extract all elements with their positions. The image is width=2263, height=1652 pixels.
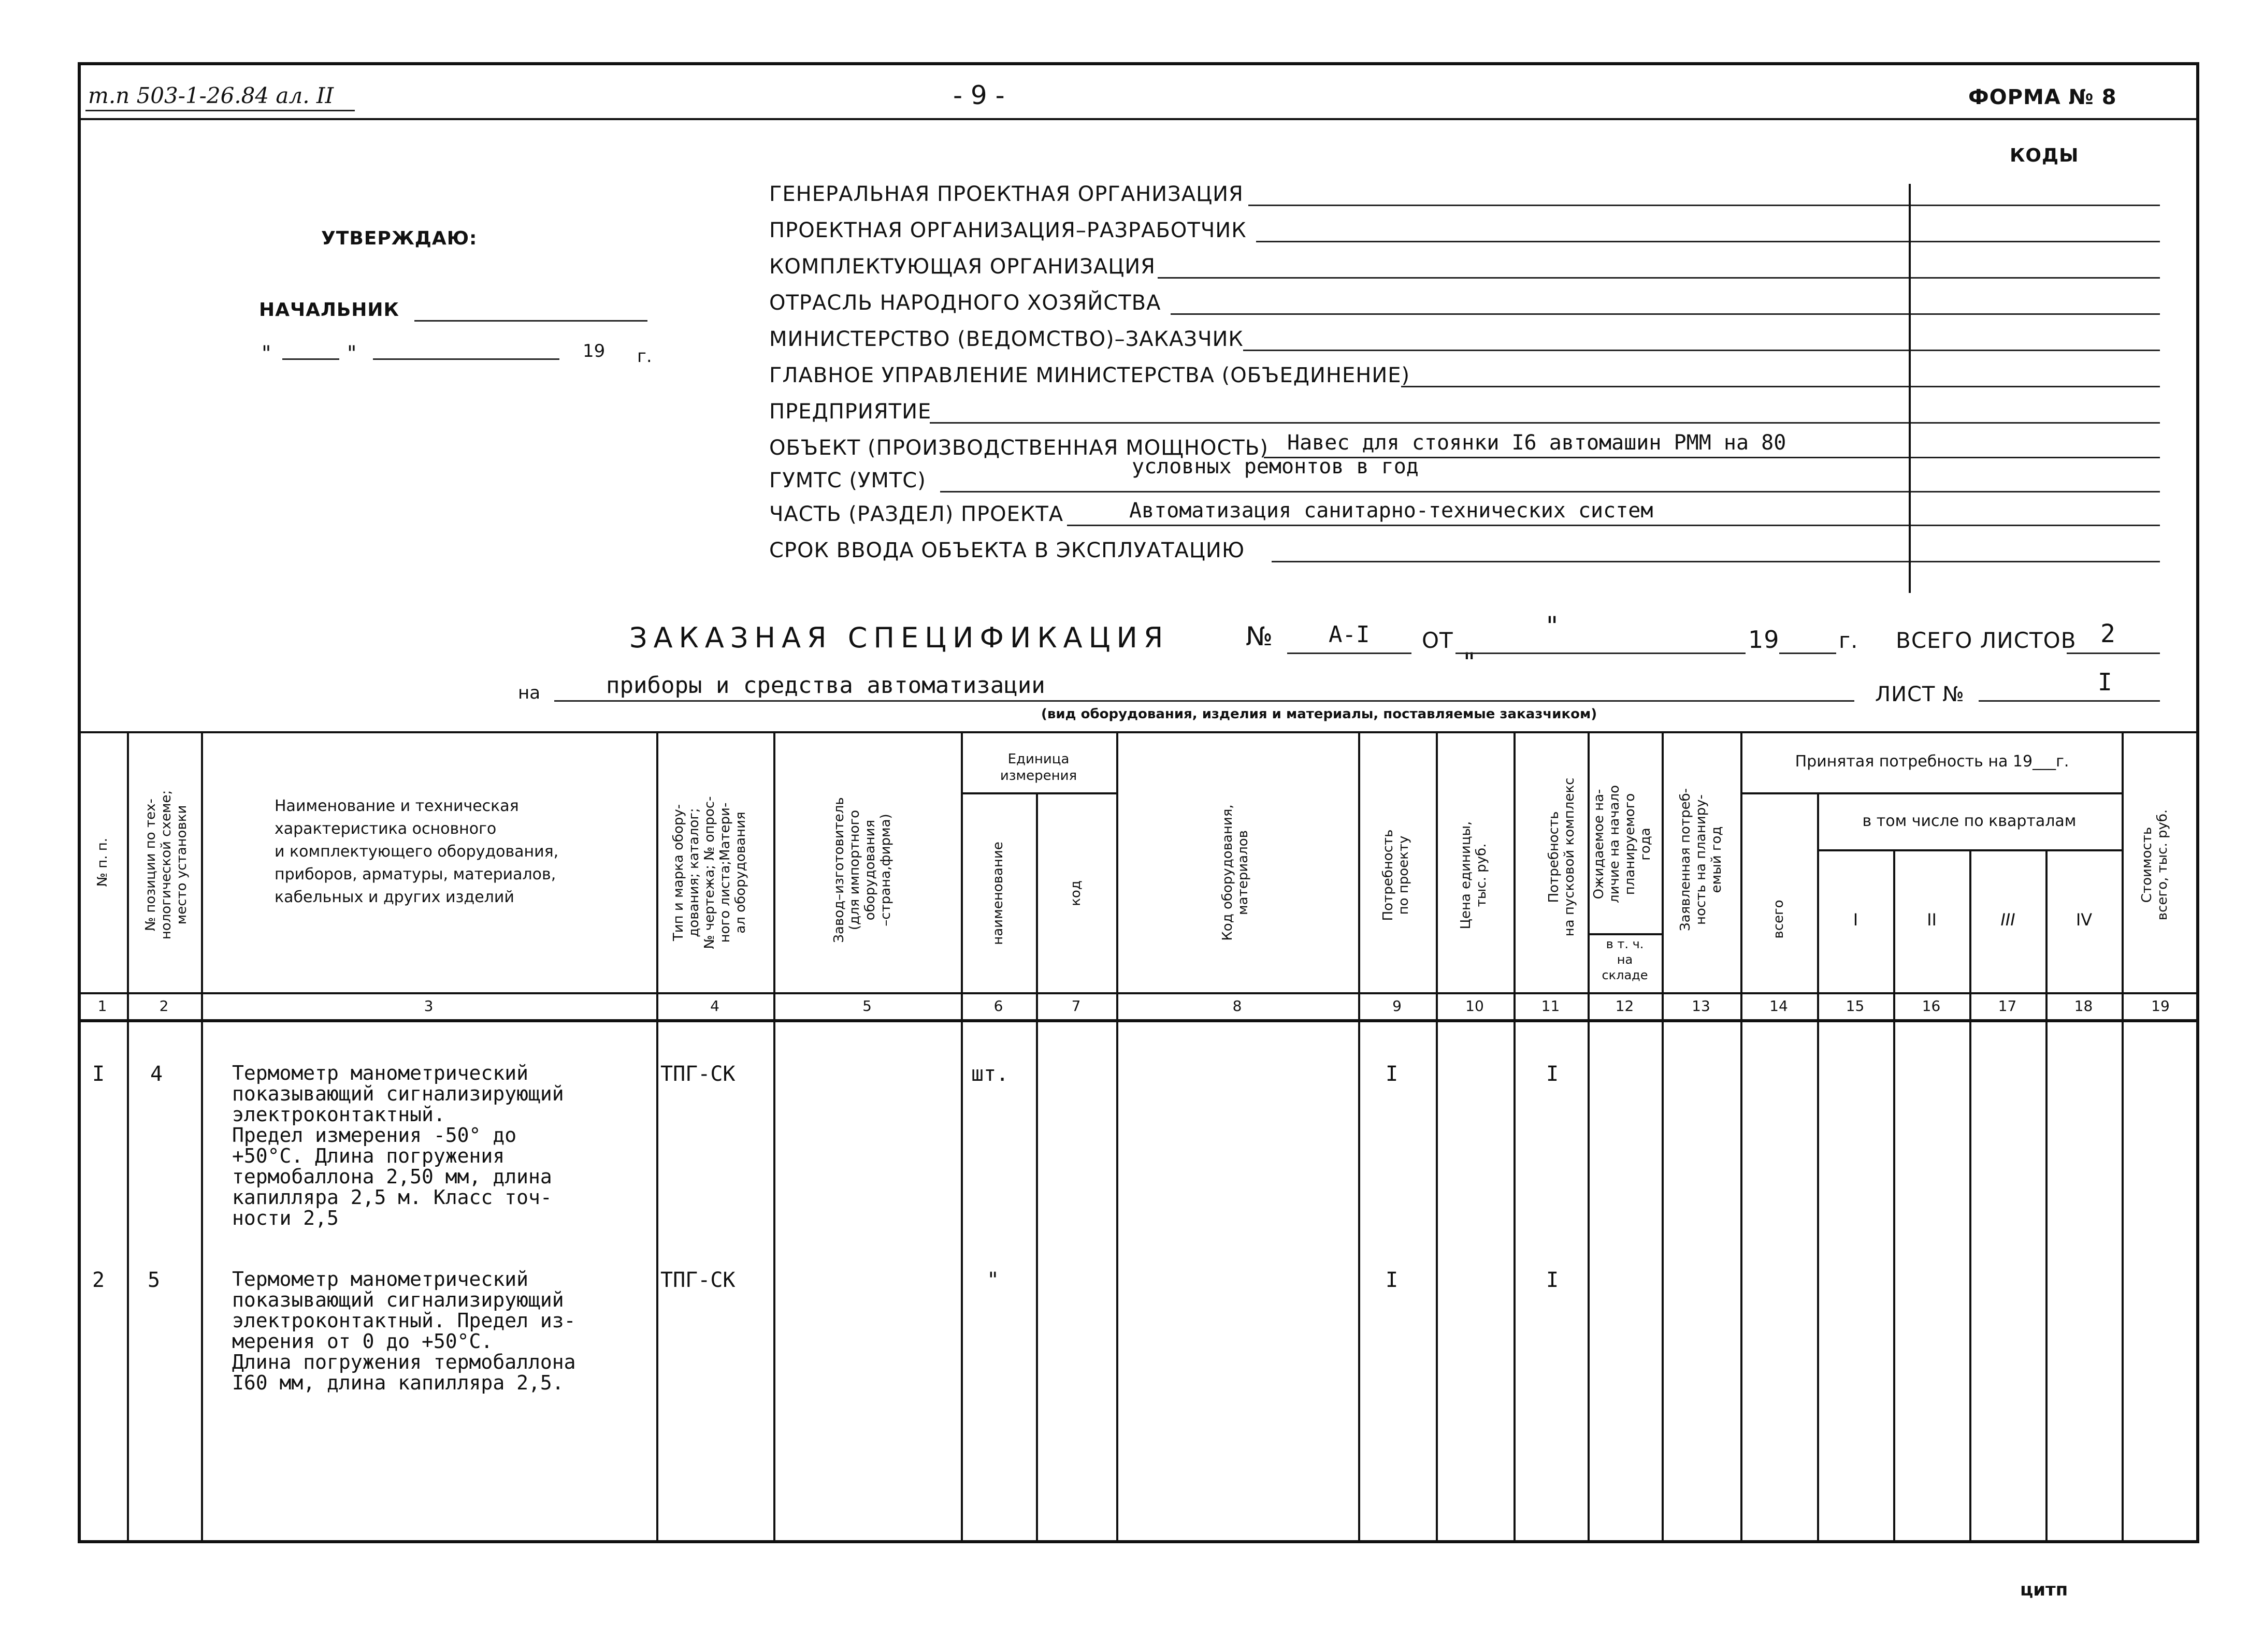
col-line-13 [1740, 731, 1742, 1543]
header-in-stock: в т. ч. на складе [1602, 937, 1648, 982]
header-manufacturer: Завод–изготовитель (для импортного оборудования –страна,фирма) [831, 797, 893, 943]
gumts-line [940, 491, 2160, 492]
spec-subnote: (вид оборудования, изделия и материалы, поставляемые заказчиком) [1041, 706, 1597, 722]
gumts-label: ГУМТС (УМТС) [769, 469, 926, 492]
row-name: Термометр манометрический показывающий сигнализирующий электроконтактный. Предел измерения -50° до +50°С. Длина погружения термобаллона 2,50 мм, длина капилляра 2,5 м. Класс точ- ности 2,5 [232, 1062, 564, 1229]
design-org-line [1256, 241, 2160, 242]
row-need-launch: I [1546, 1268, 1559, 1292]
total-sheets-label: ВСЕГО ЛИСТОВ [1896, 628, 2077, 653]
object-value: Навес для стоянки I6 автомашин РММ на 80 [1287, 431, 1786, 455]
form-number: ФОРМА № 8 [1968, 85, 2117, 109]
commission-date-line [1272, 561, 2160, 562]
colnum-bottom-border [78, 1019, 2199, 1022]
row-position: 5 [148, 1268, 161, 1292]
colnum-top-border [78, 992, 2199, 994]
object-label: ОБЪЕКТ (ПРОИЗВОДСТВЕННАЯ МОЩНОСТЬ) [769, 436, 1269, 460]
approve-label: УТВЕРЖДАЮ: [321, 228, 478, 249]
col-line-7 [1116, 731, 1118, 1543]
header-declared-need: Заявленная потреб- ность на планиру- емый год [1678, 788, 1724, 931]
general-org-line [1248, 205, 2160, 206]
economy-branch-line [1171, 313, 2160, 315]
spec-year-prefix: 19 [1748, 626, 1780, 654]
header-unit-price: Цена единицы, тыс. руб. [1458, 821, 1489, 930]
spec-on-label: на [518, 683, 541, 703]
spec-year-line [1779, 653, 1836, 654]
header-type: Тип и марка обору- дования; каталог; № чертежа; № опрос- ного листа;Матери- ал оборудования [671, 796, 748, 949]
general-org-label: ГЕНЕРАЛЬНАЯ ПРОЕКТНАЯ ОРГАНИЗАЦИЯ [769, 182, 1244, 206]
date-quote-close: " [347, 342, 357, 366]
colnum-8: 8 [1232, 997, 1242, 1015]
colnum-4: 4 [710, 997, 719, 1015]
ministry-line [1243, 350, 2160, 351]
date-month-line [373, 358, 559, 360]
col-line-1 [127, 731, 129, 1543]
gumts-value: условных ремонтов в год [1132, 455, 1419, 479]
chief-label: НАЧАЛЬНИК [259, 299, 399, 321]
spec-number-line [1287, 653, 1411, 654]
spec-year-suffix: г. [1839, 628, 1858, 653]
sheet-value: I [2098, 668, 2112, 696]
col-line-5 [961, 731, 963, 1543]
chief-signature-line [414, 320, 647, 322]
header-cost: Стоимость всего, тыс. руб. [2139, 809, 2170, 921]
row-number: 2 [92, 1268, 105, 1292]
colnum-9: 9 [1392, 997, 1402, 1015]
colnum-11: 11 [1541, 997, 1560, 1015]
row-need-project: I [1386, 1268, 1399, 1292]
colnum-14: 14 [1769, 997, 1788, 1015]
project-part-line [1067, 525, 2160, 526]
col-line-10 [1514, 731, 1516, 1543]
economy-branch-label: ОТРАСЛЬ НАРОДНОГО ХОЗЯЙСТВА [769, 291, 1161, 315]
col-line-2 [201, 731, 203, 1543]
col-line-12 [1662, 731, 1664, 1543]
enterprise-label: ПРЕДПРИЯТИЕ [769, 400, 932, 424]
row-need-launch: I [1546, 1062, 1559, 1086]
spec-date-line [1455, 653, 1746, 654]
date-day-line [282, 358, 339, 360]
footer-stamp: цитп [2020, 1579, 2068, 1600]
unit-group-line [961, 792, 1116, 794]
colnum-16: 16 [1922, 997, 1941, 1015]
supply-org-line [1158, 277, 2160, 279]
row-number: I [92, 1062, 105, 1086]
table-top-border [78, 731, 2199, 733]
spec-from-label: ОТ [1422, 628, 1453, 653]
project-part-label: ЧАСТЬ (РАЗДЕЛ) ПРОЕКТА [769, 502, 1064, 526]
doc-reference: т.п 503-1-26.84 ал. II [88, 83, 334, 108]
col-line-6 [1036, 792, 1038, 1543]
row-need-project: I [1386, 1062, 1399, 1086]
col-line-18 [2122, 731, 2124, 1543]
header-accepted-group: Принятая потребность на 19___г. [1795, 752, 2069, 771]
header-quarters-group: в том числе по кварталам [1862, 812, 2077, 830]
header-quarter-1: I [1853, 910, 1858, 930]
col-line-9 [1436, 731, 1438, 1543]
row-name: Термометр манометрический показывающий сигнализирующий электроконтактный. Предел из- мерения от 0 до +50°С. Длина погружения термобаллона I60 мм, длина капилляра 2,5. [232, 1268, 576, 1394]
col-line-16 [1969, 849, 1971, 1543]
row-type: ТПГ-СК [660, 1268, 736, 1292]
codes-label: КОДЫ [2010, 145, 2079, 166]
project-part-value: Автоматизация санитарно-технических систем [1129, 499, 1653, 523]
header-name: Наименование и техническая характеристика основного и комплектующего оборудования, приборов, арматуры, материалов, кабельных и других изделий [275, 797, 559, 906]
header-need-project: Потребность по проекту [1380, 829, 1411, 921]
colnum-17: 17 [1998, 997, 2017, 1015]
design-org-label: ПРОЕКТНАЯ ОРГАНИЗАЦИЯ–РАЗРАБОТЧИК [769, 219, 1247, 242]
spec-on-line [554, 700, 1854, 702]
stock-divider-line [1588, 933, 1662, 935]
sheet-label: ЛИСТ № [1875, 683, 1965, 706]
colnum-13: 13 [1692, 997, 1710, 1015]
row-type: ТПГ-СК [660, 1062, 736, 1086]
header-position: № позиции по тех- нологической схеме; место установки [143, 790, 190, 940]
row-position: 4 [150, 1062, 163, 1086]
commission-date-label: СРОК ВВОДА ОБЪЕКТА В ЭКСПЛУАТАЦИЮ [769, 539, 1245, 562]
header-row-number: № п. п. [95, 837, 110, 887]
total-sheets-value: 2 [2100, 619, 2115, 648]
date-quote-open: " [262, 342, 271, 366]
colnum-18: 18 [2074, 997, 2093, 1015]
colnum-12: 12 [1615, 997, 1634, 1015]
colnum-5: 5 [862, 997, 872, 1015]
main-directorate-label: ГЛАВНОЕ УПРАВЛЕНИЕ МИНИСТЕРСТВА (ОБЪЕДИНЕНИЕ) [769, 364, 1410, 387]
col-line-14 [1817, 792, 1819, 1543]
codes-column-divider [1909, 184, 1911, 593]
spec-title: ЗАКАЗНАЯ СПЕЦИФИКАЦИЯ [629, 621, 1170, 654]
spec-date-quote-1: " [1546, 611, 1558, 641]
header-expected-stock: Ожидаемое на- личие на начало планируемого года [1591, 785, 1653, 903]
header-equipment-code: Код оборудования, материалов [1220, 804, 1251, 941]
spec-date-quote-2: " [1463, 647, 1475, 677]
total-sheets-line [2067, 653, 2160, 654]
colnum-1: 1 [97, 997, 107, 1015]
row-unit: " [987, 1268, 1000, 1292]
colnum-19: 19 [2151, 997, 2170, 1015]
col-line-4 [773, 731, 775, 1543]
header-unit-code: код [1068, 880, 1084, 906]
main-directorate-line [1401, 386, 2160, 387]
header-quarter-3: III [2000, 910, 2015, 930]
header-divider [78, 118, 2199, 120]
header-quarter-2: II [1927, 910, 1937, 930]
header-total: всего [1771, 900, 1786, 939]
spec-number-value: А-I [1329, 621, 1370, 648]
header-unit-group: Единица измерения [1000, 751, 1077, 784]
colnum-15: 15 [1846, 997, 1865, 1015]
header-need-launch: Потребность на пусковой комплекс [1546, 777, 1577, 937]
doc-ref-underline [85, 110, 355, 111]
col-line-3 [656, 731, 658, 1543]
colnum-7: 7 [1071, 997, 1081, 1015]
supply-org-label: КОМПЛЕКТУЮЩАЯ ОРГАНИЗАЦИЯ [769, 255, 1156, 279]
colnum-10: 10 [1465, 997, 1484, 1015]
header-unit-name: наименование [990, 842, 1006, 945]
spec-on-value: приборы и средства автоматизации [606, 672, 1045, 699]
approval-year-prefix: 19 [583, 341, 606, 361]
accepted-group-line [1740, 792, 2122, 794]
spec-number-label: № [1246, 621, 1274, 651]
colnum-2: 2 [159, 997, 169, 1015]
col-line-15 [1893, 849, 1895, 1543]
colnum-3: 3 [424, 997, 434, 1015]
sheet-line [1979, 700, 2160, 702]
ministry-label: МИНИСТЕРСТВО (ВЕДОМСТВО)–ЗАКАЗЧИК [769, 327, 1244, 351]
enterprise-line [930, 422, 2160, 424]
page-number: - 9 - [953, 80, 1005, 110]
col-line-17 [2045, 849, 2048, 1543]
approval-year-suffix: г. [637, 346, 652, 367]
col-line-11 [1588, 731, 1590, 1543]
col-line-8 [1358, 731, 1360, 1543]
row-unit: шт. [971, 1062, 1009, 1086]
colnum-6: 6 [993, 997, 1003, 1015]
header-quarter-4: IV [2075, 910, 2093, 930]
